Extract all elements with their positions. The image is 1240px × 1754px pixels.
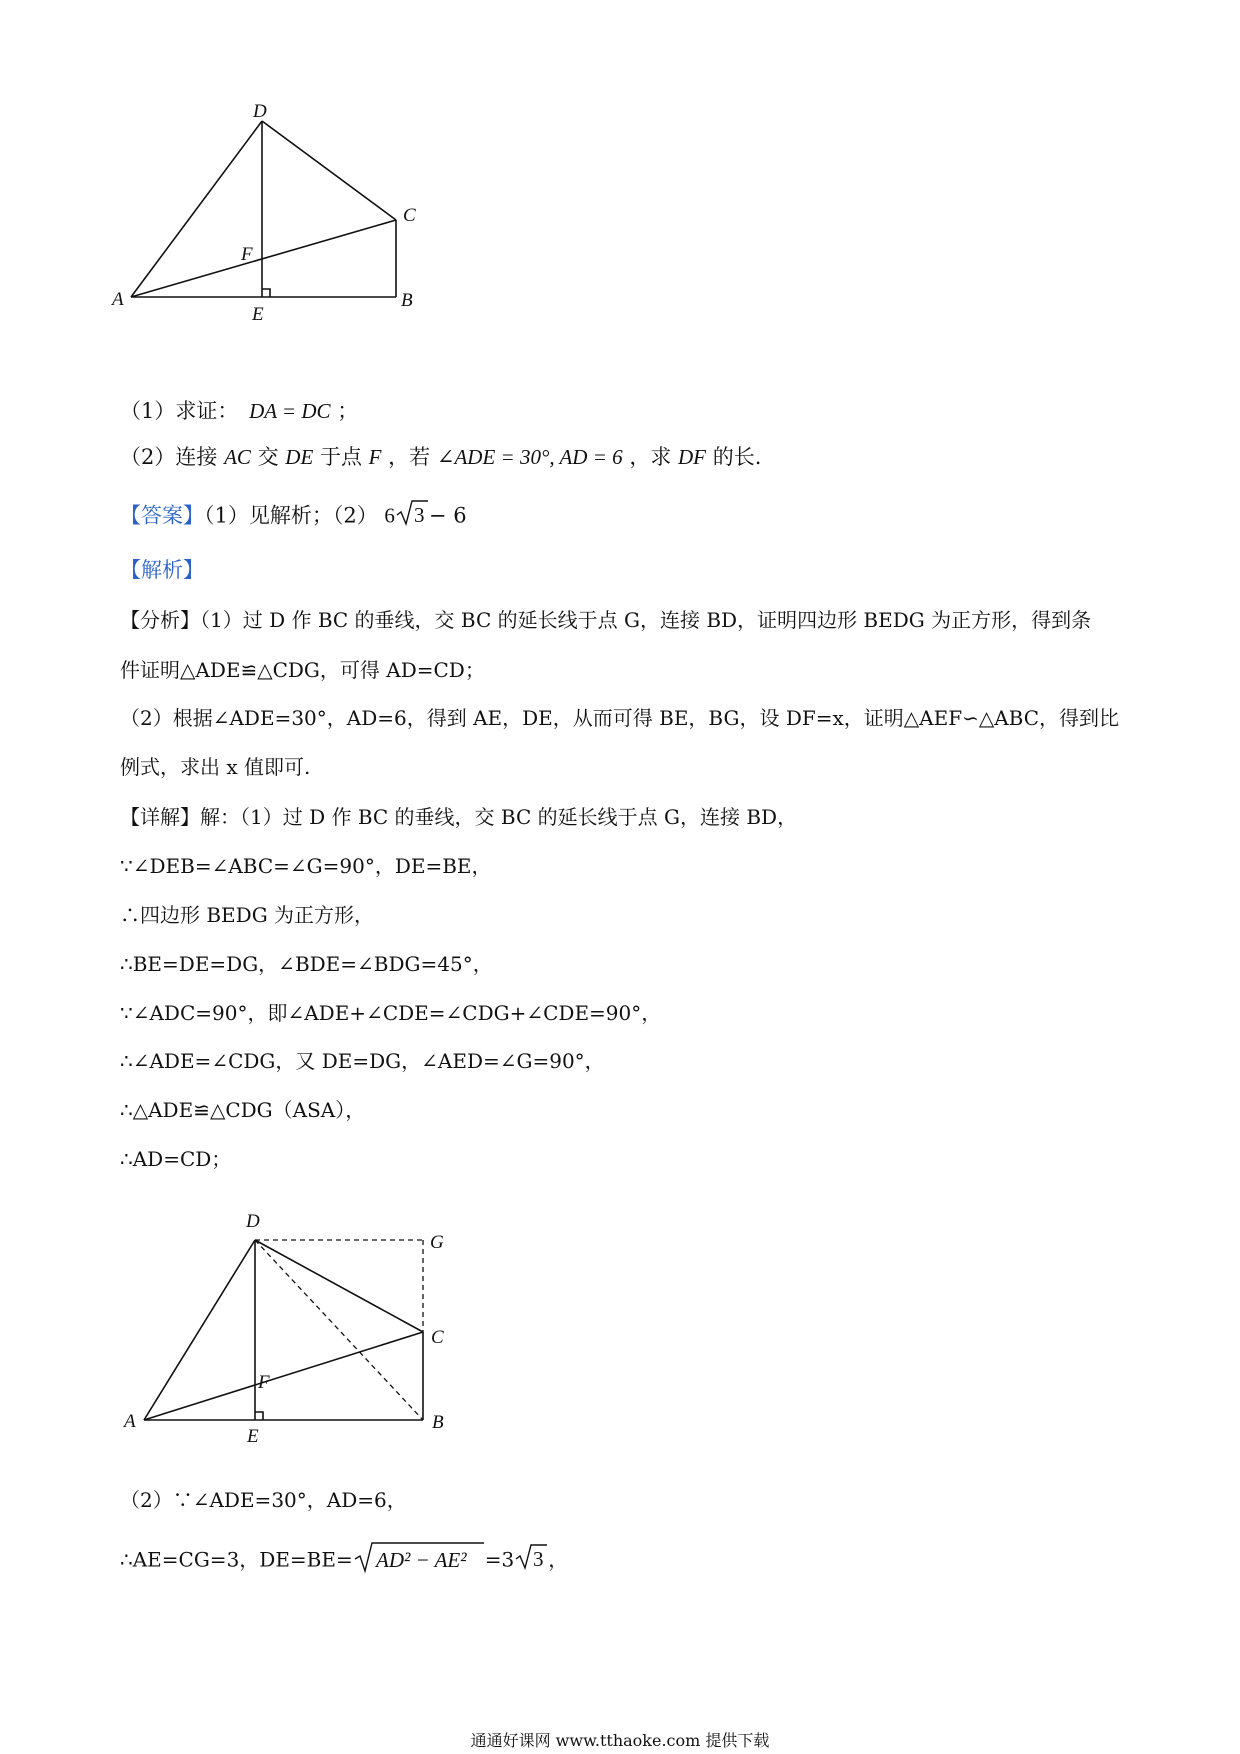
detail-line-6: ∴∠ADE=∠CDG，又 DE=DG，∠AED=∠G=90°， [120,1049,605,1073]
label-e: E [247,1426,259,1447]
answer-line [120,498,1140,536]
fenxi-line-4: 例式，求出 x 值即可. [120,755,311,779]
part2-line-2 [120,1540,1140,1582]
fenxi-tag: 【分析】 [120,608,200,632]
question-1-end: ； [337,399,359,423]
segment-ac [144,1332,423,1420]
radical-sign-icon [514,1542,548,1572]
label-g: G [430,1232,444,1253]
segment-db-dashed [255,1240,423,1420]
detail-line-7: ∴△ADE≌△CDG（ASA）， [120,1098,366,1122]
answer-tail: − 6 [428,503,467,528]
fenxi-text-1: （1）过 D 作 BC 的垂线，交 BC 的延长线于点 G，连接 BD，证明四边形 BEDG 为正方形，得到条 [200,608,1092,632]
svg-text:3: 3 [533,1547,544,1571]
q2-part-b: 交 [257,445,279,469]
part2-line-1: （2）∵∠ADE=30°，AD=6， [120,1488,407,1512]
label-d: D [253,101,267,122]
part2-radical [353,1540,485,1582]
q2-ac: AC [224,445,251,469]
radical-sign-icon [395,498,429,528]
part2-text-a: ∴AE=CG=3，DE=BE= [120,1547,353,1572]
analysis-tag-line [120,555,1140,585]
label-c: C [403,205,416,226]
radical-sign-icon [353,1540,485,1574]
segment-ad [144,1240,255,1420]
label-a: A [124,1411,136,1432]
q2-part-a: （2）连接 [120,445,218,469]
segment-dc [262,121,396,220]
question-1-prefix: （1）求证： [120,399,239,423]
question-1-expr: DA = DC [249,399,331,423]
label-e: E [252,304,264,325]
fenxi-line-1 [120,605,1140,635]
detail-line-4: ∴BE=DE=DG，∠BDE=∠BDG=45°， [120,952,493,976]
answer-text: （1）见解析；（2） [204,503,378,528]
footer-watermark: 通通好课网 www.tthaoke.com 提供下载 [470,1731,770,1750]
label-d: D [246,1211,260,1232]
figure-1 [110,100,470,360]
svg-text:3: 3 [413,503,425,527]
q2-part-d: ，若 [388,445,431,469]
part2-end: ， [548,1547,569,1572]
detail-line-3: ∴四边形 BEDG 为正方形， [120,903,375,927]
q2-part-e: ，求 [629,445,672,469]
q2-f: F [368,445,382,469]
q2-part-f: 的长. [712,445,762,469]
right-angle-mark [262,289,270,297]
fenxi-line-2: 件证明△ADE≌△CDG，可得 AD=CD； [120,658,485,682]
question-2 [120,442,1140,472]
detail-line-2: ∵∠DEB=∠ABC=∠G=90°，DE=BE， [120,854,492,878]
segment-dc [255,1240,423,1332]
label-a: A [112,289,124,310]
label-f: F [258,1372,270,1393]
q2-de: DE [285,445,314,469]
q2-df: DF [678,445,707,469]
answer-radical [395,498,429,536]
label-b: B [401,290,413,311]
figure-2 [110,1200,470,1450]
question-1 [120,396,1140,426]
detail-text-1: 解：（1）过 D 作 BC 的垂线，交 BC 的延长线于点 G，连接 BD， [200,805,798,829]
detail-line-5: ∵∠ADC=90°，即∠ADE+∠CDE=∠CDG+∠CDE=90°， [120,1001,662,1025]
analysis-tag: 【解析】 [120,558,204,582]
label-f: F [241,244,253,265]
fenxi-line-3: （2）根据∠ADE=30°，AD=6，得到 AE，DE，从而可得 BE，BG，设 DF=x，证明△AEF∽△ABC，得到比 [120,706,1120,730]
detail-tag: 【详解】 [120,805,200,829]
svg-text:AD² − AE²: AD² − AE² [375,1548,467,1572]
q2-part-c: 于点 [319,445,362,469]
answer-tag: 【答案】 [120,503,204,528]
label-c: C [431,1327,444,1348]
label-b: B [432,1412,444,1433]
q2-condition: ∠ADE = 30°, AD = 6 [436,445,623,469]
right-angle-mark [255,1412,263,1420]
part2-radical-2 [514,1542,548,1580]
detail-line-8: ∴AD=CD； [120,1147,232,1171]
segment-ac [131,220,396,297]
segment-ad [131,121,262,297]
answer-coef: 6 [384,503,395,528]
part2-eq: =3 [484,1547,515,1572]
detail-line-1 [120,802,1140,832]
